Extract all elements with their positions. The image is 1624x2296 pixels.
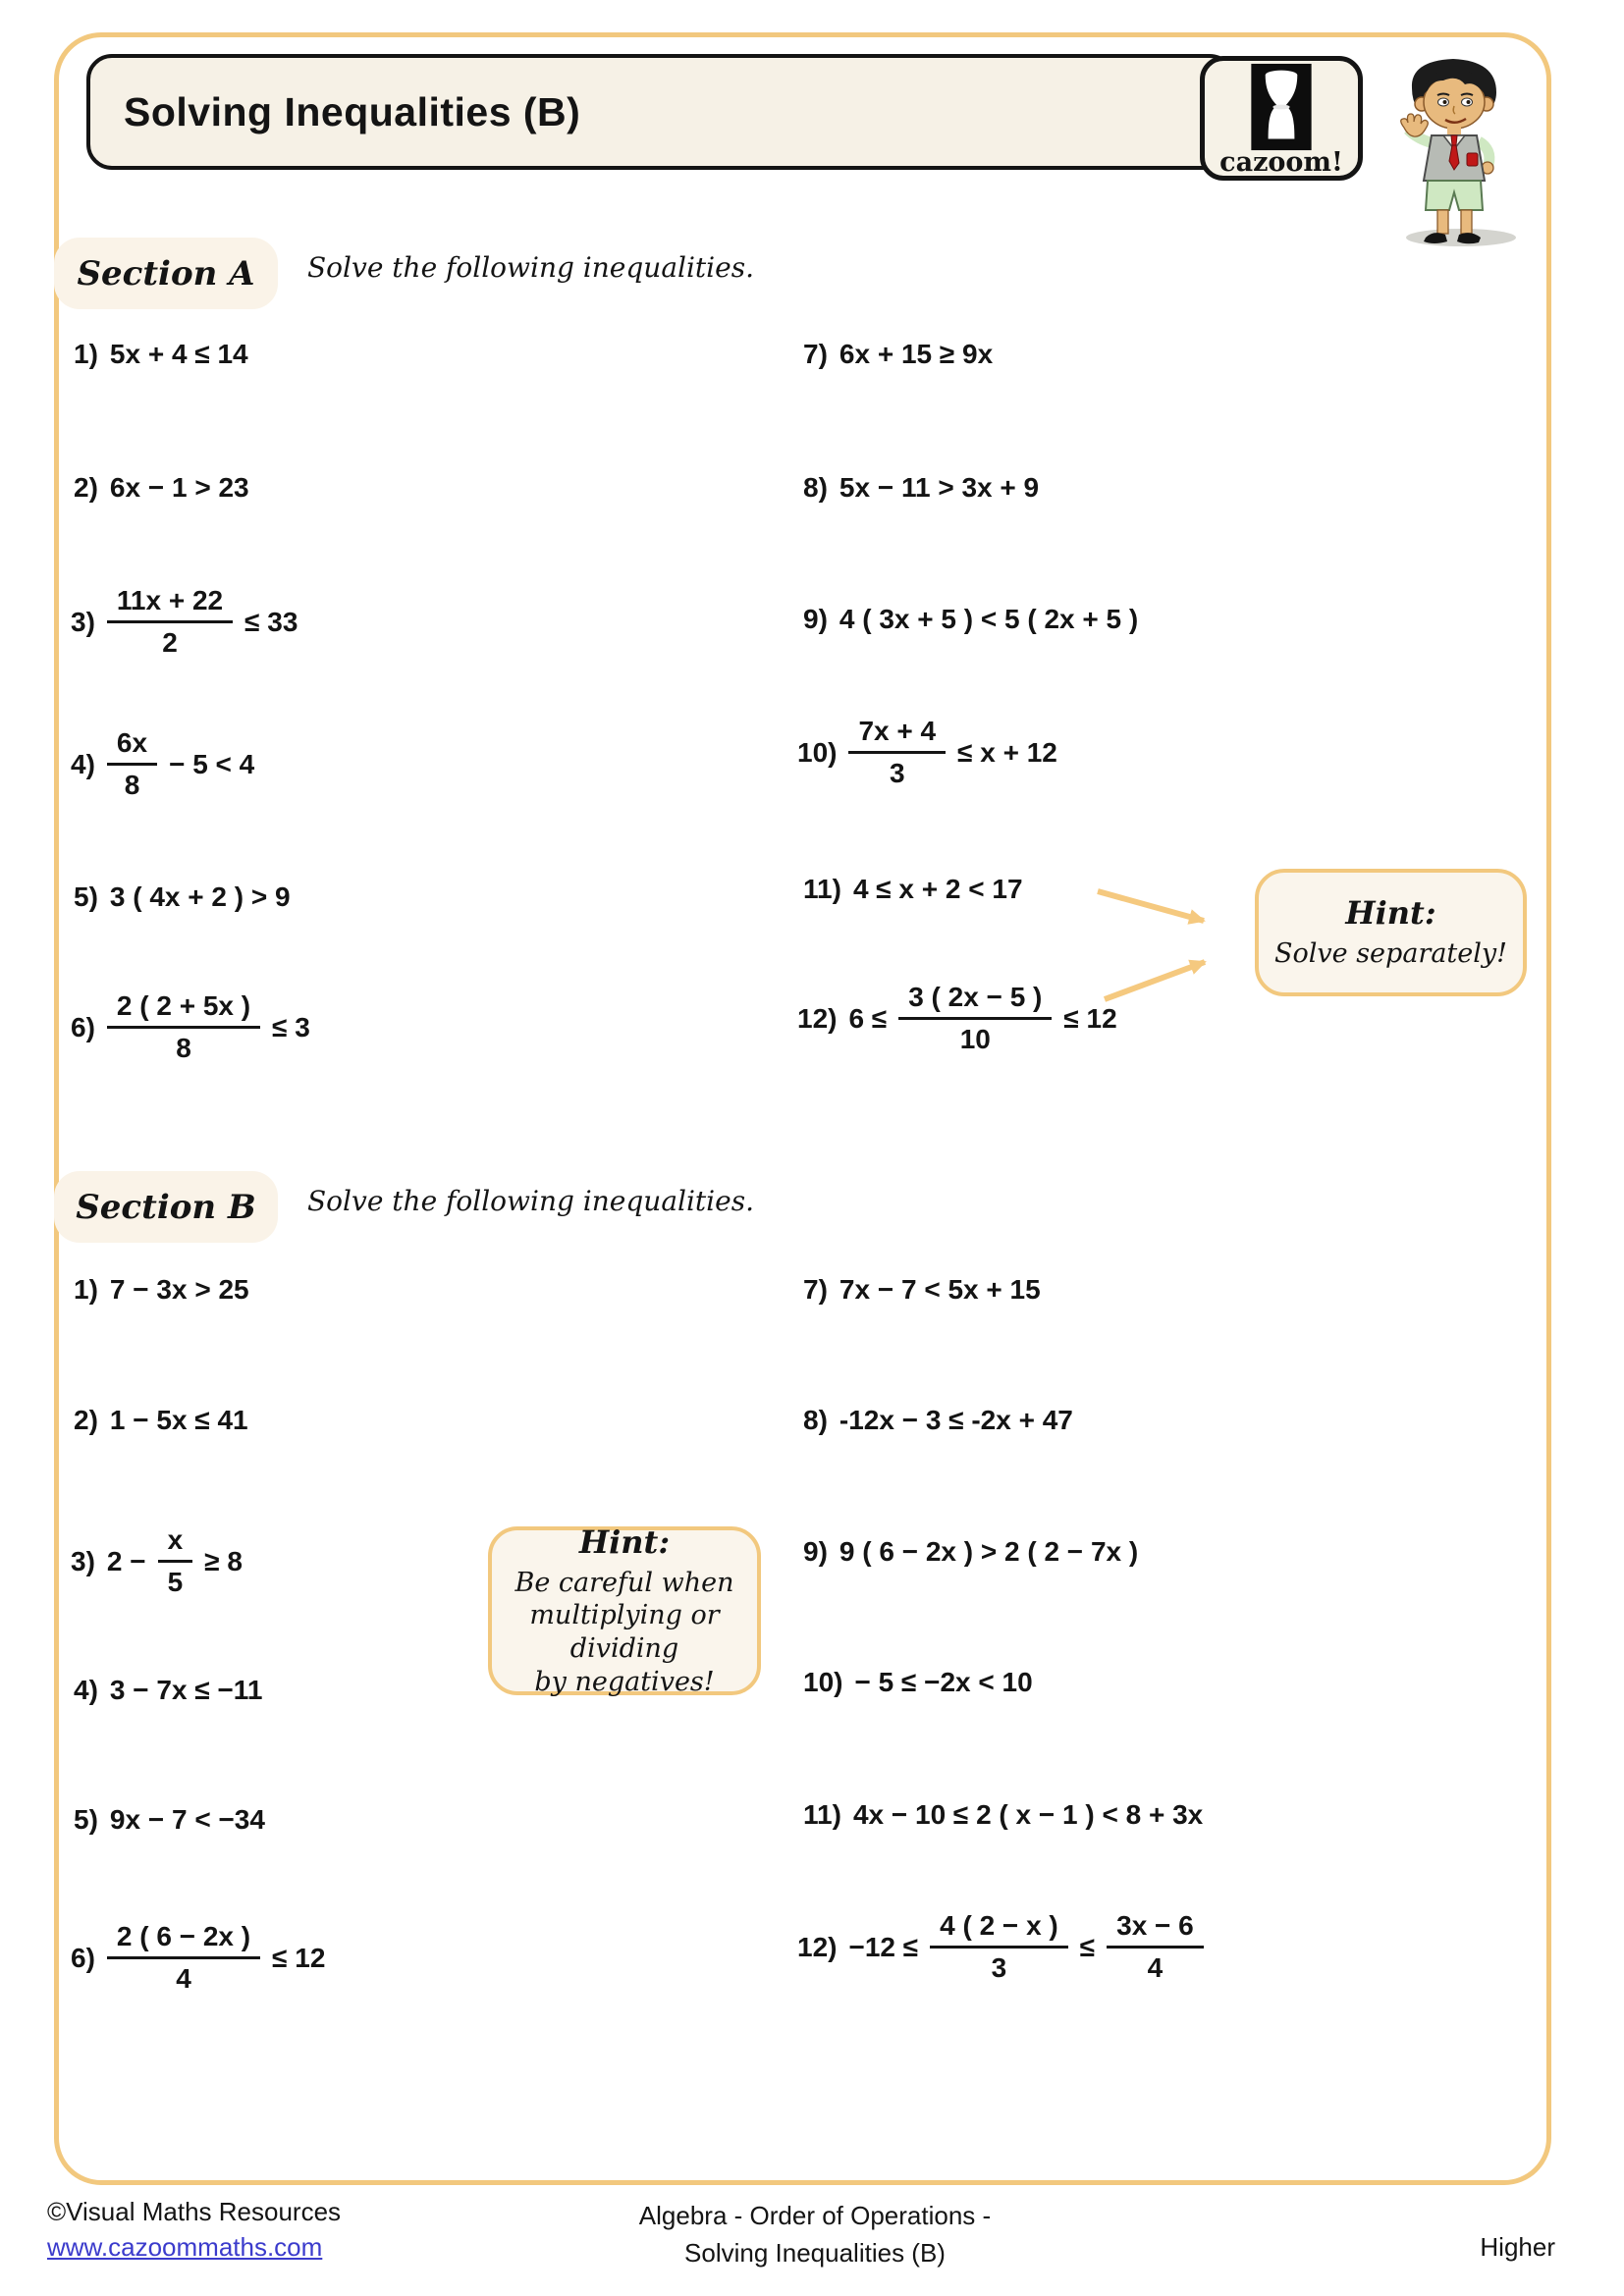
problem-b3: 3) 2 − $\frac{x}{5}$ ≥ 8 [71,1524,243,1597]
problem-a5: 5) 3 ( 4x + 2 ) > 9 [74,881,291,912]
problem-a8: 8) 5x − 11 > 3x + 9 [803,472,1040,503]
section-b-instruction: Solve the following inequalities. [307,1185,754,1217]
cazoom-logo [1200,56,1363,181]
problem-a11: 11) 4 ≤ x + 2 < 17 [803,874,1023,904]
problem-b6: 6) $\frac{2 ( 6 - 2x )}{4}$ ≤ 12 [71,1921,326,1994]
problem-b1: 1) 7 − 3x > 25 [74,1274,249,1305]
problem-a6: 6) $\frac{2 ( 2 + 5x )}{8}$ ≤ 3 [71,990,310,1063]
problem-b9: 9) 9 ( 6 − 2x ) > 2 ( 2 − 7x ) [803,1536,1139,1567]
section-b-label: Section B [54,1171,278,1243]
problem-a12: 12) 6 ≤ $\frac{3 ( 2x - 5 )}{10}$ ≤ 12 [797,982,1117,1054]
problem-a2: 2) 6x − 1 > 23 [74,472,249,503]
footer-level-badge: Higher [1480,2232,1555,2262]
cazoom-logo-text: cazoom! [1219,147,1343,178]
footer-topic: Algebra - Order of Operations - Solving Inequalities (B) [638,2201,992,2268]
title-box [86,54,1235,170]
mascot-boy-illustration [1382,55,1526,251]
hint-body: Be careful when multiplying or dividing by negatives! [514,1567,734,1697]
problem-a7: 7) 6x + 15 ≥ 9x [803,339,994,369]
hint-title: Hint: [578,1522,671,1561]
page-title: Solving Inequalities (B) [124,88,581,134]
problem-b5: 5) 9x − 7 < −34 [74,1804,265,1835]
section-a-hint-box [1255,869,1527,996]
problem-b12: 12) −12 ≤ $\frac{4 ( 2 - x )}{3}$ ≤ $\frac{3x - 6}{4}$ [797,1910,1204,1984]
hint-title: Hint: [1345,894,1436,933]
footer-website-link[interactable]: www.cazoommaths.com [47,2232,323,2262]
section-a-label: Section A [54,238,278,309]
section-b-hint-box [488,1522,761,1697]
hint-body: Solve separately! [1274,938,1507,970]
problem-b2: 2) 1 − 5x ≤ 41 [74,1405,248,1435]
problem-b11: 11) 4x − 10 ≤ 2 ( x − 1 ) < 8 + 3x [803,1799,1204,1830]
problem-a4: 4) $\frac{6x}{8}$ − 5 < 4 [71,727,255,800]
problem-a9: 9) 4 ( 3x + 5 ) < 5 ( 2x + 5 ) [803,604,1139,634]
footer-copyright: ©Visual Maths Resources [47,2197,342,2226]
section-a-instruction: Solve the following inequalities. [307,251,754,284]
problem-b7: 7) 7x − 7 < 5x + 15 [803,1274,1041,1305]
problem-a10: 10) $\frac{7x + 4}{3}$ ≤ x + 12 [797,716,1057,788]
problem-a1: 1) 5x + 4 ≤ 14 [74,339,248,369]
problem-b10: 10) − 5 ≤ −2x < 10 [803,1667,1033,1697]
cazoom-drum-icon [1249,63,1314,151]
problem-a3: 3) $\frac{11x + 22}{2}$ ≤ 33 [71,585,298,658]
problem-b4: 4) 3 − 7x ≤ −11 [74,1675,263,1705]
problem-b8: 8) -12x − 3 ≤ -2x + 47 [803,1405,1073,1435]
hint-arrows [1080,874,1252,1016]
